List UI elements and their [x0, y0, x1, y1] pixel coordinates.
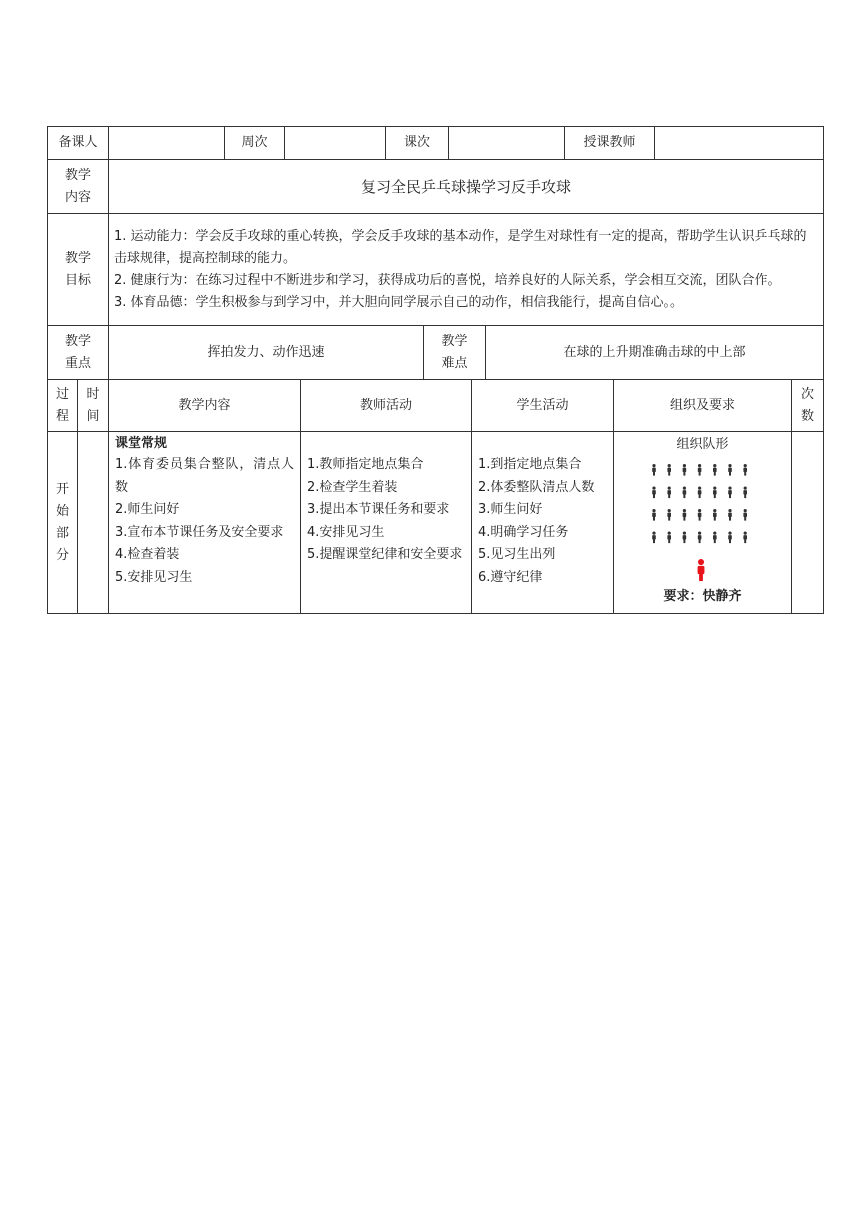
student-figure — [743, 509, 747, 521]
student-figure — [682, 487, 686, 499]
student-figure — [697, 532, 701, 544]
student-figure — [652, 487, 656, 499]
key-point-label: 教学 重点 — [48, 326, 109, 380]
student-item: 3.师生问好 — [478, 502, 543, 517]
student-figure — [682, 532, 686, 544]
formation-diagram — [648, 462, 758, 584]
student-figure — [652, 509, 656, 521]
content-value: 复习全民乒乓球操学习反手攻球 — [109, 160, 824, 214]
col-teaching-content: 教学内容 — [109, 380, 301, 432]
student-figure — [697, 487, 701, 499]
start-count — [792, 432, 824, 614]
teacher-item: 2.检查学生着装 — [307, 479, 398, 495]
teacher-figure — [697, 559, 704, 581]
col-time: 时 间 — [78, 380, 109, 432]
student-figure — [667, 532, 671, 544]
student-figure — [667, 509, 671, 521]
student-figure — [743, 487, 747, 499]
student-item: 1.到指定地点集合 — [478, 457, 582, 472]
lesson-label: 课次 — [386, 127, 449, 160]
formation-title: 组织队形 — [676, 437, 729, 452]
week-label: 周次 — [225, 127, 285, 160]
key-point-value: 挥拍发力、动作迅速 — [109, 326, 424, 380]
student-figure — [697, 509, 701, 521]
content-label: 教学 内容 — [48, 160, 109, 214]
process-table — [47, 379, 824, 614]
col-count: 次 数 — [792, 380, 824, 432]
stage-start: 开 始 部 分 — [48, 432, 78, 614]
teacher-item: 3.提出本节课任务和要求 — [307, 502, 450, 517]
content-item: 5.安排见习生 — [115, 569, 193, 585]
lesson-value — [449, 127, 565, 160]
lesson-plan-table — [47, 126, 823, 614]
student-figure — [667, 487, 671, 499]
student-item: 6.遵守纪律 — [478, 569, 543, 585]
formation-requirement: 要求：快静齐 — [663, 589, 742, 604]
teacher-item: 5.提醒课堂纪律和安全要求 — [307, 547, 463, 562]
start-time — [78, 432, 109, 614]
difficulty-value: 在球的上升期准确击球的中上部 — [486, 326, 824, 380]
content-item: 4.检查着装 — [115, 547, 180, 562]
student-figure — [697, 464, 701, 476]
teacher-value — [655, 127, 824, 160]
student-item: 2.体委整队清点人数 — [478, 479, 595, 495]
week-value — [285, 127, 386, 160]
student-figure — [728, 487, 732, 499]
student-figure — [743, 532, 747, 544]
teacher-item: 1.教师指定地点集合 — [307, 457, 424, 472]
col-process: 过 程 — [48, 380, 78, 432]
content-item: 2.师生问好 — [115, 502, 180, 517]
student-figure — [713, 487, 717, 499]
student-figure — [743, 464, 747, 476]
student-figure — [682, 464, 686, 476]
student-figure — [713, 464, 717, 476]
header-table — [47, 126, 824, 160]
col-student-activity: 学生活动 — [472, 380, 614, 432]
student-figure — [728, 509, 732, 521]
content-goals-table — [47, 159, 824, 326]
goal-item: 1. 运动能力：学会反手攻球的重心转换，学会反手攻球的基本动作，是学生对球性有一定的提高，帮助学生认识乒乓球的击球规律，提高控制球的能力。 — [114, 228, 807, 266]
content-item: 3.宣布本节课任务及安全要求 — [115, 524, 284, 540]
difficulty-label: 教学 难点 — [424, 326, 486, 380]
content-item: 1.体育委员集合整队，清点人数 — [115, 457, 294, 495]
student-figure — [713, 509, 717, 521]
student-figure — [667, 464, 671, 476]
student-item: 4.明确学习任务 — [478, 524, 569, 540]
start-student-activity — [472, 432, 614, 614]
goals-label: 教学 目标 — [48, 214, 109, 326]
col-organization: 组织及要求 — [614, 380, 792, 432]
goal-item: 3. 体育品德：学生积极参与到学习中，并大胆向同学展示自己的动作，相信我能行，提高自信心。。 — [114, 294, 684, 310]
student-figure — [728, 464, 732, 476]
student-figure — [728, 532, 732, 544]
goals-list — [109, 214, 824, 326]
teacher-label: 授课教师 — [565, 127, 655, 160]
student-figure — [713, 532, 717, 544]
goal-item: 2. 健康行为：在练习过程中不断进步和学习，获得成功后的喜悦，培养良好的人际关系，学会相互交流，团队合作。 — [114, 272, 781, 288]
start-teacher-activity — [301, 432, 472, 614]
student-item: 5.见习生出列 — [478, 547, 556, 562]
content-title: 课堂常规 — [115, 436, 168, 451]
start-content — [109, 432, 301, 614]
student-figure — [652, 532, 656, 544]
col-teacher-activity: 教师活动 — [301, 380, 472, 432]
key-points-table — [47, 325, 824, 380]
student-figure — [652, 464, 656, 476]
preparer-value — [109, 127, 225, 160]
student-figure — [682, 509, 686, 521]
start-formation — [614, 432, 792, 614]
preparer-label: 备课人 — [48, 127, 109, 160]
teacher-item: 4.安排见习生 — [307, 524, 385, 540]
